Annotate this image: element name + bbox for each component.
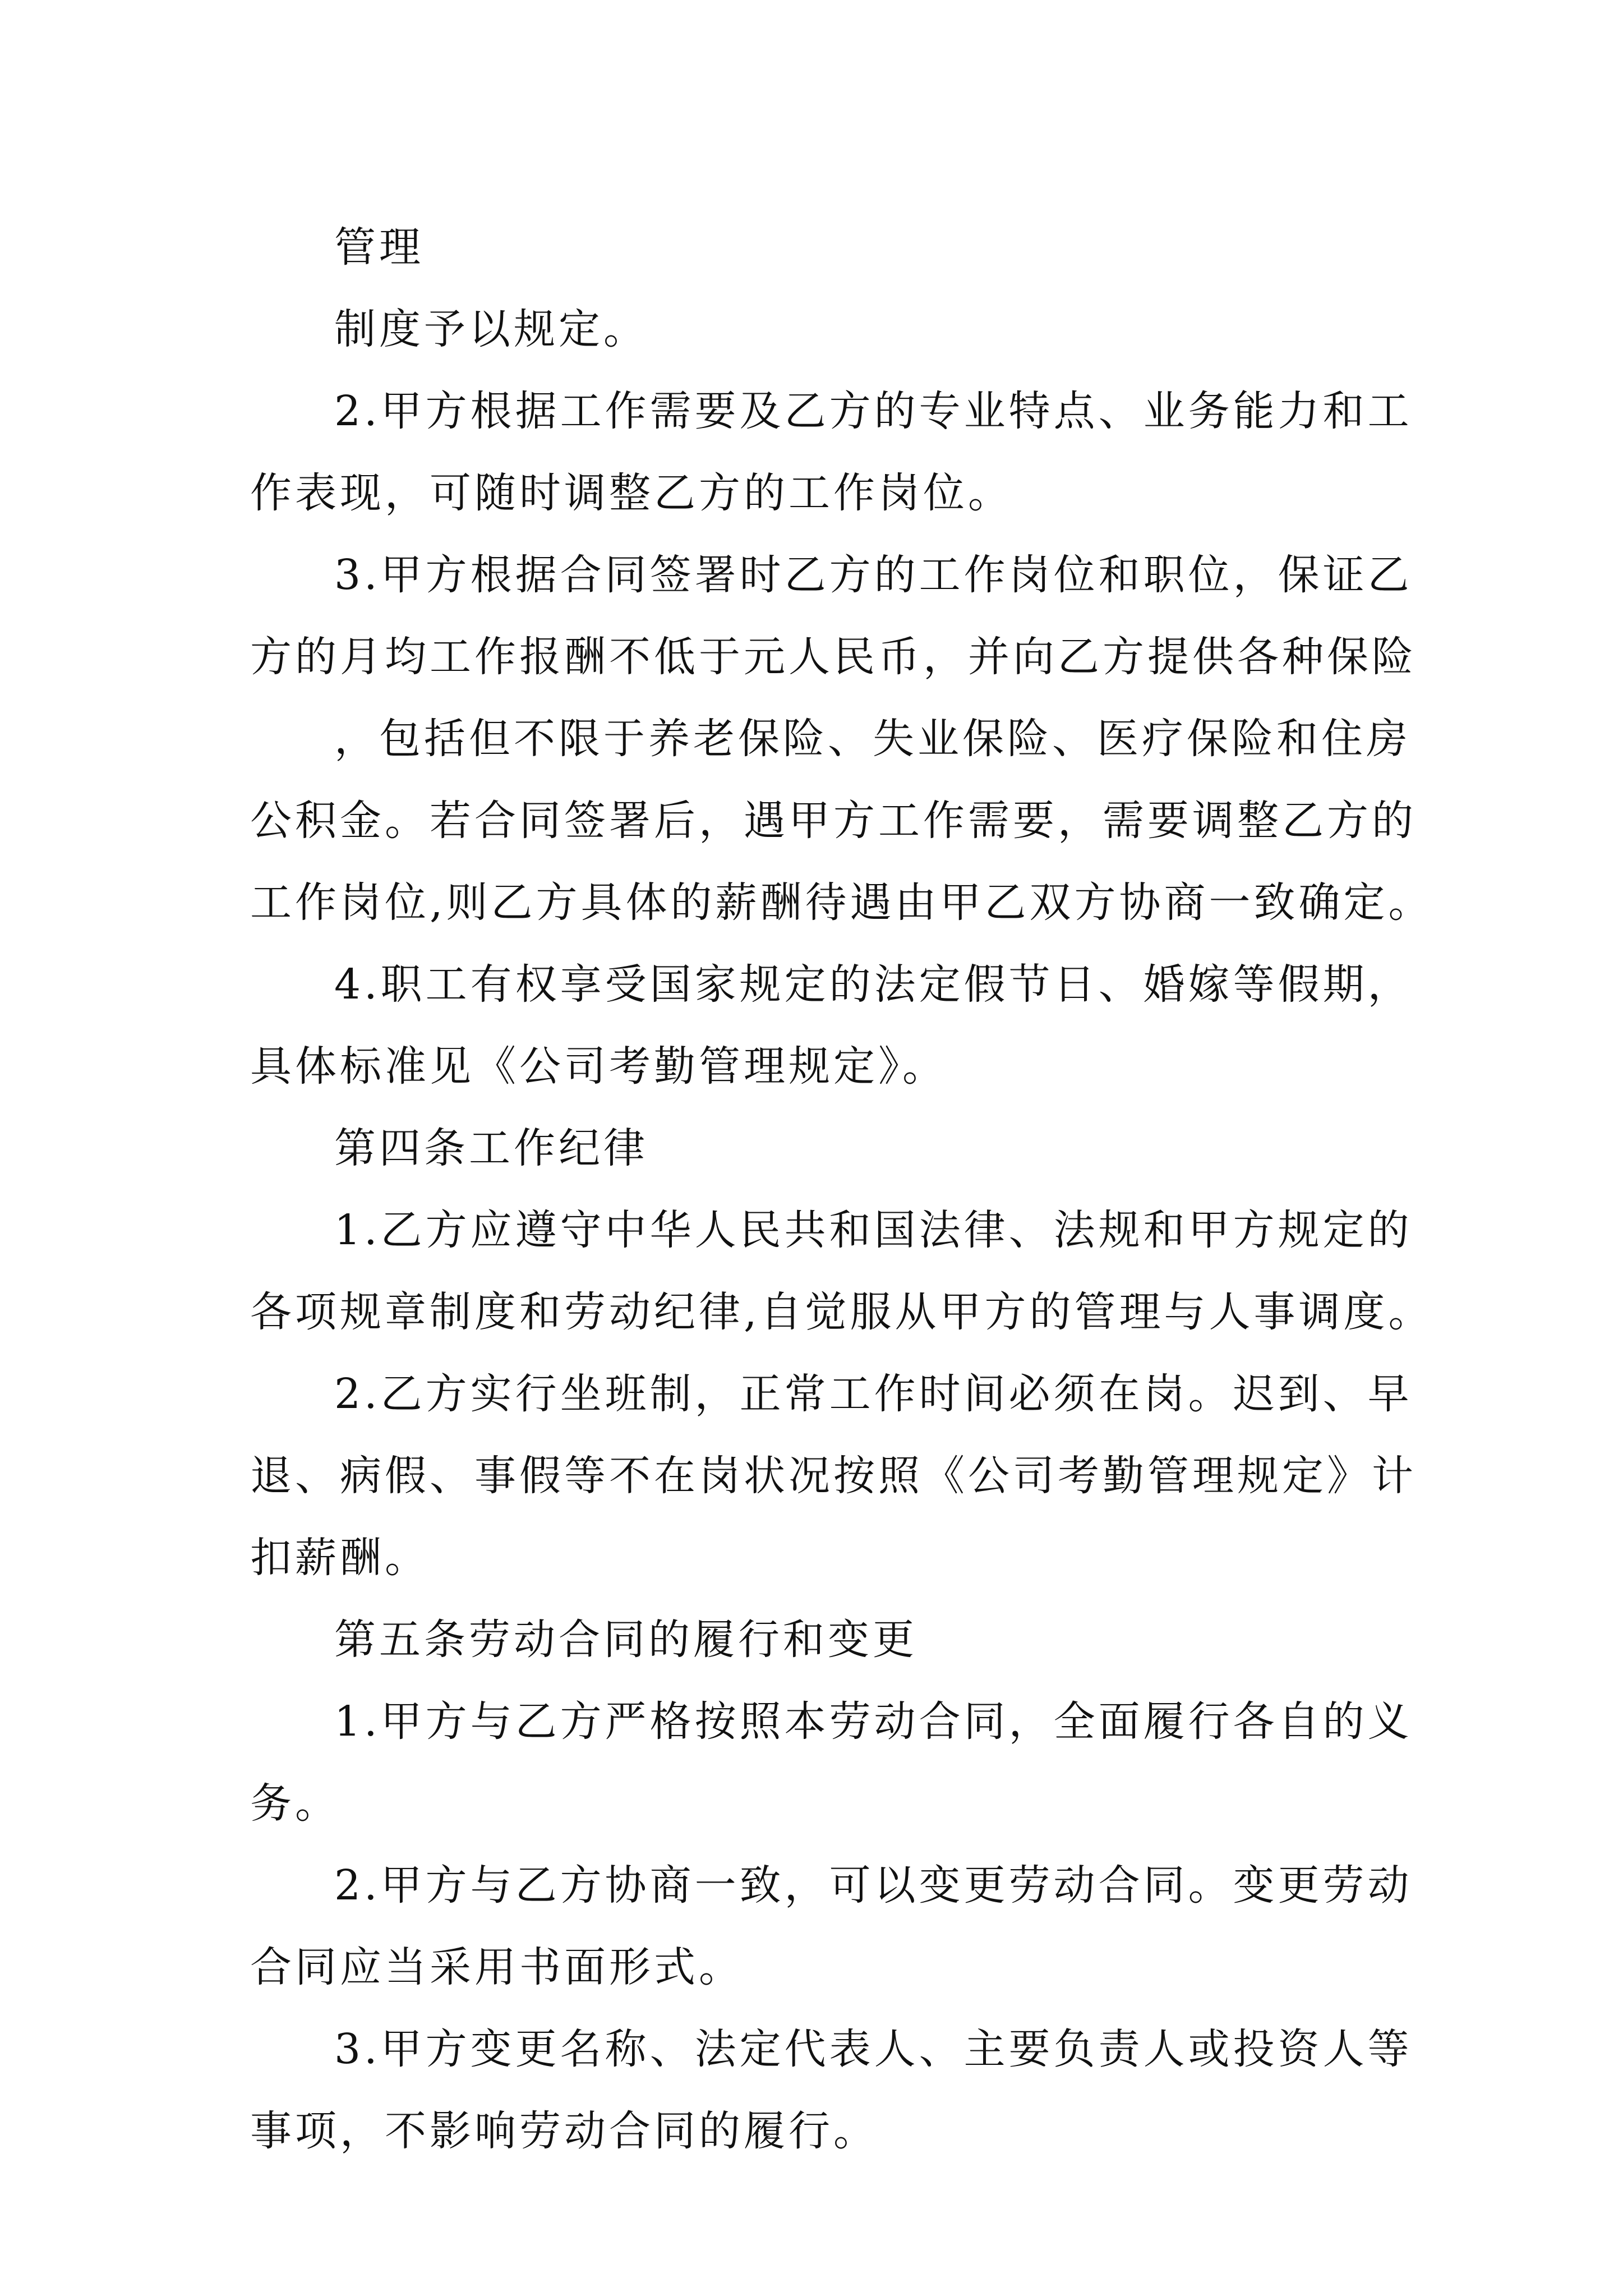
text-line: 作表现，可随时调整乙方的工作岗位。 — [250, 469, 1013, 517]
text-line: 1.甲方与乙方严格按照本劳动合同，全面履行各自的义 — [334, 1697, 1413, 1746]
section-heading: 第四条工作纪律 — [334, 1124, 648, 1172]
text-line: 扣薪酬。 — [250, 1534, 430, 1582]
text-line: 3.甲方根据合同签署时乙方的工作岗位和职位，保证乙 — [334, 551, 1413, 599]
text-line: 2.甲方与乙方协商一致，可以变更劳动合同。变更劳动 — [334, 1861, 1413, 1910]
text-line: 事项，不影响劳动合同的履行。 — [250, 2107, 878, 2155]
text-line: 3.甲方变更名称、法定代表人、主要负责人或投资人等 — [334, 2025, 1413, 2073]
text-line: 方的月均工作报酬不低于元人民币，并向乙方提供各种保险 — [250, 633, 1417, 681]
text-line: 公积金。若合同签署后，遇甲方工作需要，需要调整乙方的 — [250, 797, 1417, 845]
text-line: 2.甲方根据工作需要及乙方的专业特点、业务能力和工 — [334, 387, 1413, 435]
text-line: 各项规章制度和劳动纪律,自觉服从甲方的管理与人事调度。 — [250, 1288, 1433, 1336]
document-body — [250, 206, 1433, 2172]
text-line: 工作岗位,则乙方具体的薪酬待遇由甲乙双方协商一致确定。 — [250, 878, 1433, 927]
text-line: 务。 — [250, 1779, 340, 1828]
text-line: 制度予以规定。 — [334, 305, 648, 353]
text-line: 2.乙方实行坐班制，正常工作时间必须在岗。迟到、早 — [334, 1370, 1413, 1418]
text-line: 退、病假、事假等不在岗状况按照《公司考勤管理规定》计 — [250, 1452, 1417, 1500]
text-line: 合同应当采用书面形式。 — [250, 1943, 744, 1991]
text-line: 管理 — [334, 223, 424, 272]
section-heading: 第五条劳动合同的履行和变更 — [334, 1616, 917, 1664]
text-line: 1.乙方应遵守中华人民共和国法律、法规和甲方规定的 — [334, 1206, 1413, 1254]
text-line: 4.职工有权享受国家规定的法定假节日、婚嫁等假期， — [334, 960, 1413, 1009]
text-line: ，包括但不限于养老保险、失业保险、医疗保险和住房 — [334, 715, 1411, 763]
text-line: 具体标准见《公司考勤管理规定》。 — [250, 1042, 947, 1091]
